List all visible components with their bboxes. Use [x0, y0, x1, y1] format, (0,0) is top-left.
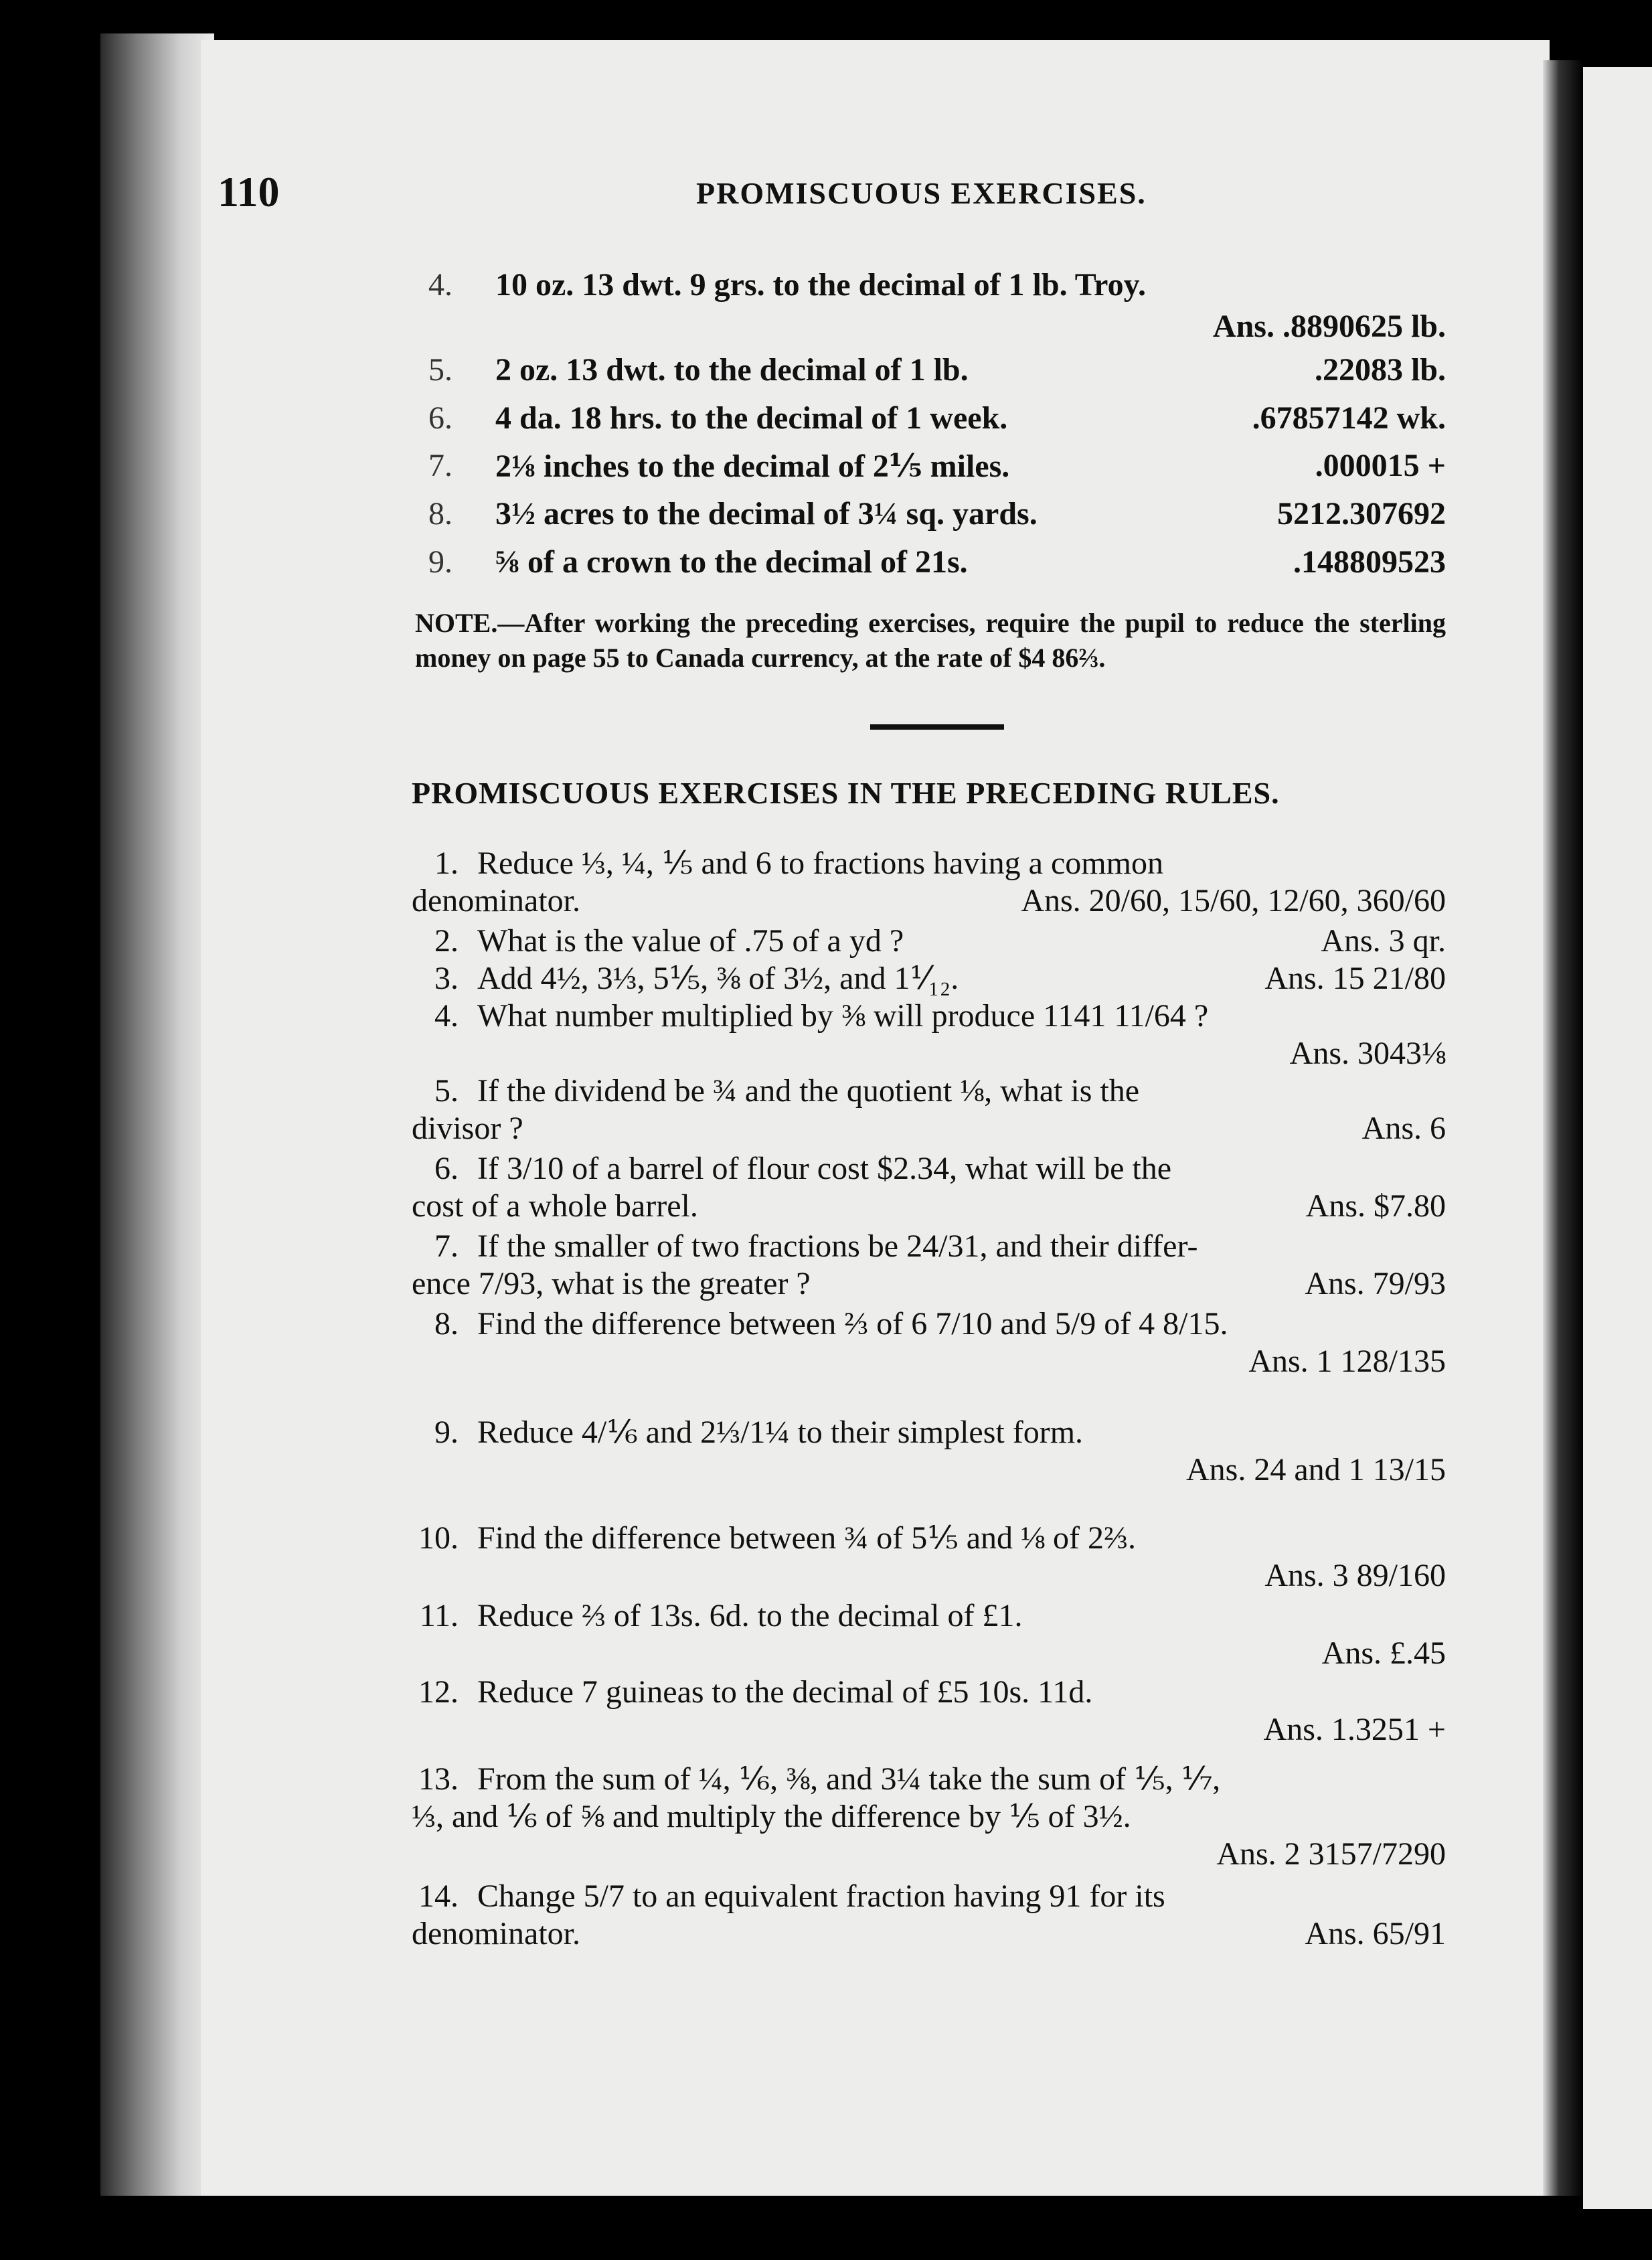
section-title: PROMISCUOUS EXERCISES IN THE PRECEDING RULES. — [412, 776, 1280, 810]
exercise-number: 13. — [418, 1761, 459, 1797]
exercise-item — [412, 1674, 1446, 1749]
exercise-text: ⅓, and ⅙ of ⅝ and multiply the difference by ⅕ of 3½. — [412, 1799, 1131, 1834]
exercise-answer: .000015 + — [1315, 448, 1446, 483]
exercise-text: Change 5/7 to an equivalent fraction having 91 for its — [477, 1878, 1165, 1914]
exercise-text: denominator. — [412, 1916, 580, 1951]
exercise-text: cost of a whole barrel. — [412, 1188, 698, 1224]
exercise-answer: Ans. 2 3157/7290 — [1216, 1836, 1446, 1872]
exercise-number: 8. — [434, 1306, 459, 1342]
section-divider — [870, 724, 1004, 730]
exercise-question: 2⅛ inches to the decimal of 2⅕ miles. — [495, 449, 1010, 484]
exercise-text: What number multiplied by ⅜ will produce 1141 11/64 ? — [477, 998, 1209, 1034]
decimal-exercise-row — [428, 351, 1446, 393]
exercise-answer: Ans. 20/60, 15/60, 12/60, 360/60 — [1021, 883, 1446, 918]
exercise-item — [412, 1072, 1446, 1147]
exercise-item — [412, 960, 1446, 997]
page-edge-left — [100, 33, 214, 2196]
exercise-text: If the smaller of two fractions be 24/31, and their differ- — [477, 1228, 1198, 1264]
exercise-number: 5. — [434, 1073, 459, 1109]
exercise-text: ence 7/93, what is the greater ? — [412, 1266, 811, 1301]
exercise-answer: .148809523 — [1293, 544, 1446, 580]
exercise-question: 10 oz. 13 dwt. 9 grs. to the decimal of 1 lb. Troy. — [495, 267, 1146, 303]
exercise-number: 3. — [434, 961, 459, 996]
gutter-shadow — [1543, 60, 1583, 2196]
exercise-answer: Ans. £.45 — [1321, 1635, 1446, 1671]
exercise-answer: Ans. 6 — [1361, 1111, 1446, 1146]
note-paragraph: NOTE.—After working the preceding exercises, require the pupil to reduce the sterling money on page 55 to Canada currency, at the rate of $4 86⅔. — [415, 608, 1446, 673]
exercise-number: 9. — [434, 1415, 459, 1450]
exercise-answer: Ans. 1.3251 + — [1263, 1712, 1446, 1747]
exercise-text: Reduce 4/⅙ and 2⅓/1¼ to their simplest form. — [477, 1415, 1084, 1450]
exercise-question: 3½ acres to the decimal of 3¼ sq. yards. — [495, 496, 1038, 532]
exercise-text: denominator. — [412, 883, 580, 918]
exercise-number: 11. — [419, 1598, 459, 1633]
exercise-item — [412, 1520, 1446, 1595]
exercise-answer: .22083 lb. — [1314, 352, 1446, 388]
exercise-answer: Ans. $7.80 — [1305, 1188, 1446, 1224]
decimal-exercise-row — [428, 447, 1446, 489]
exercise-question: 2 oz. 13 dwt. to the decimal of 1 lb. — [495, 352, 969, 388]
exercise-answer: Ans. 24 and 1 13/15 — [1186, 1452, 1446, 1487]
exercise-item — [412, 1414, 1446, 1489]
exercise-text: Reduce 7 guineas to the decimal of £5 10s. 11d. — [477, 1674, 1093, 1710]
exercise-answer: Ans. 15 21/80 — [1264, 961, 1446, 996]
decimal-exercise-row — [428, 266, 1446, 344]
decimal-exercise-row — [428, 544, 1446, 585]
exercise-text: Find the difference between ⅔ of 6 7/10 and 5/9 of 4 8/15. — [477, 1306, 1228, 1342]
decimal-exercise-row — [428, 495, 1446, 537]
exercise-answer: Ans. 3 qr. — [1321, 923, 1446, 959]
exercise-number: 4. — [434, 998, 459, 1034]
exercise-item — [412, 1305, 1446, 1380]
exercise-text: Reduce ⅓, ¼, ⅕ and 6 to fractions having a common — [477, 845, 1163, 881]
exercise-number: 1. — [434, 845, 459, 881]
next-page-edge — [1583, 67, 1652, 2209]
exercise-text: Add 4½, 3⅓, 5⅕, ⅜ of 3½, and 1⅟₁₂. — [477, 961, 959, 996]
exercise-text: If the dividend be ¾ and the quotient ⅛, what is the — [477, 1073, 1140, 1109]
exercise-text: Find the difference between ¾ of 5⅕ and ⅛ of 2⅔. — [477, 1520, 1137, 1556]
running-header: PROMISCUOUS EXERCISES. — [696, 176, 1147, 210]
exercise-answer: Ans. .8890625 lb. — [1212, 309, 1446, 344]
exercise-answer: Ans. 65/91 — [1305, 1916, 1446, 1951]
exercise-text: What is the value of .75 of a yd ? — [477, 923, 904, 959]
exercise-item — [412, 1597, 1446, 1672]
exercise-number: 4. — [428, 267, 452, 303]
exercise-number: 5. — [428, 352, 452, 388]
exercise-number: 6. — [434, 1151, 459, 1186]
exercise-answer: 5212.307692 — [1277, 496, 1446, 532]
exercise-text: divisor ? — [412, 1111, 523, 1146]
exercise-item — [412, 1150, 1446, 1225]
exercise-item — [412, 845, 1446, 920]
exercise-item — [412, 922, 1446, 960]
page-number: 110 — [218, 168, 280, 216]
exercise-answer: Ans. 79/93 — [1305, 1266, 1446, 1301]
exercise-answer: .67857142 wk. — [1252, 400, 1446, 436]
exercise-item — [412, 997, 1446, 1072]
decimal-exercise-row — [428, 400, 1446, 441]
exercise-item — [412, 1228, 1446, 1303]
exercise-question: 4 da. 18 hrs. to the decimal of 1 week. — [495, 400, 1008, 436]
exercise-number: 8. — [428, 496, 452, 532]
exercise-number: 7. — [434, 1228, 459, 1264]
exercise-question: ⅝ of a crown to the decimal of 21s. — [495, 544, 968, 580]
exercise-item — [412, 1761, 1446, 1873]
exercise-answer: Ans. 3 89/160 — [1264, 1558, 1446, 1593]
exercise-text: Reduce ⅔ of 13s. 6d. to the decimal of £1. — [477, 1598, 1023, 1633]
exercise-number: 6. — [428, 400, 452, 436]
exercise-text: From the sum of ¼, ⅙, ⅜, and 3¼ take the sum of ⅕, ⅐, — [477, 1761, 1221, 1797]
exercise-number: 10. — [418, 1520, 459, 1556]
exercise-number: 12. — [418, 1674, 459, 1710]
exercise-text: If 3/10 of a barrel of flour cost $2.34, what will be the — [477, 1151, 1172, 1186]
exercise-number: 9. — [428, 544, 452, 580]
exercise-number: 2. — [434, 923, 459, 959]
exercise-answer: Ans. 3043⅛ — [1289, 1036, 1446, 1071]
exercise-number: 14. — [418, 1878, 459, 1914]
exercise-number: 7. — [428, 448, 452, 483]
exercise-item — [412, 1878, 1446, 1953]
exercise-answer: Ans. 1 128/135 — [1248, 1344, 1446, 1379]
